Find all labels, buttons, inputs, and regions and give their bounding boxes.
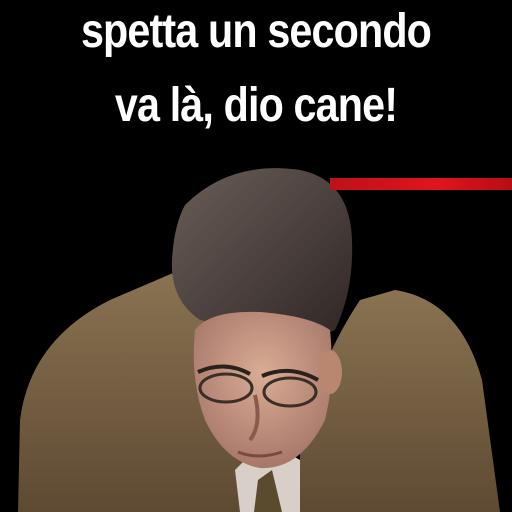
caption-line-1: spetta un secondo (80, 5, 432, 58)
caption-line-2: va là, dio cane! (114, 79, 398, 132)
ear (318, 350, 342, 394)
red-accent-bar (330, 178, 512, 190)
